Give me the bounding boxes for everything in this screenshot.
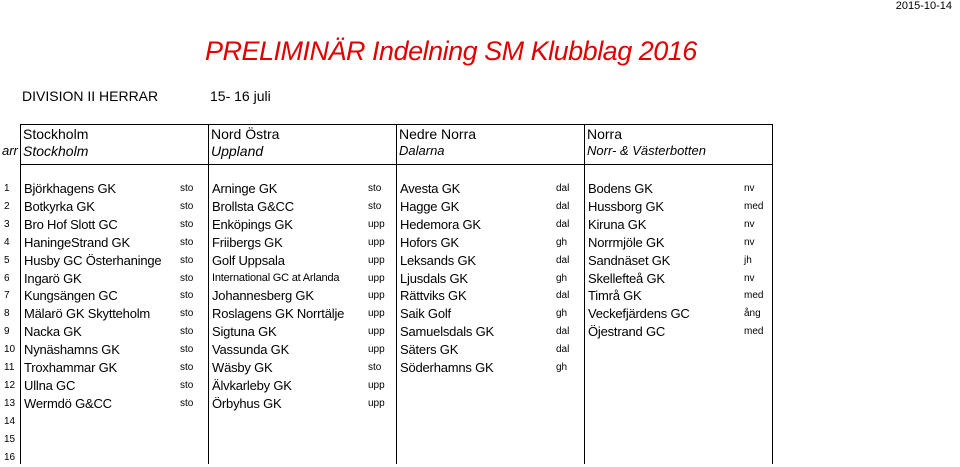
group-name: Nord Östra <box>211 126 280 142</box>
row-number: 2 <box>4 200 10 212</box>
table-row <box>0 323 960 341</box>
club-name: Ingarö GK <box>24 270 82 286</box>
group-arranger: Norr- & Västerbotten <box>587 143 706 158</box>
club-name: Vassunda GK <box>212 342 290 358</box>
club-name: Sigtuna GK <box>212 324 277 340</box>
district-code: sto <box>180 362 194 373</box>
district-code: dal <box>556 218 570 230</box>
table-row <box>0 234 960 252</box>
group-name: Nedre Norra <box>399 126 477 142</box>
district-code: dal <box>556 326 570 338</box>
club-name: Timrå GK <box>588 288 642 304</box>
district-code: sto <box>180 254 194 266</box>
district-code: upp <box>368 272 385 284</box>
header-border <box>20 164 773 165</box>
club-name: Husby GC Österhaninge <box>24 252 162 268</box>
district-code: sto <box>368 200 382 212</box>
club-name: Sandnäset GK <box>588 252 671 268</box>
district-code: sto <box>180 326 194 338</box>
club-name: Nacka GK <box>24 324 82 340</box>
club-name: Hussborg GK <box>588 198 664 214</box>
district-code: nv <box>744 272 755 284</box>
table-row <box>0 216 960 234</box>
district-code: dal <box>556 290 570 302</box>
club-name: Roslagens GK Norrtälje <box>212 306 345 322</box>
row-number: 9 <box>4 326 10 338</box>
row-number: 7 <box>4 290 10 302</box>
district-code: upp <box>368 379 385 391</box>
group-table <box>0 124 960 464</box>
district-code: upp <box>368 254 385 266</box>
district-code: upp <box>368 236 385 248</box>
header-border <box>20 124 773 125</box>
club-name: Hagge GK <box>400 198 460 214</box>
district-code: upp <box>368 218 385 230</box>
club-name: Johannesberg GK <box>212 288 314 304</box>
district-code: dal <box>556 254 570 266</box>
club-name: Björkhagens GK <box>24 181 116 196</box>
district-code: sto <box>368 183 382 194</box>
division-label: DIVISION II HERRAR <box>22 88 159 104</box>
club-name: Saik Golf <box>400 306 451 322</box>
group-arranger: Stockholm <box>23 143 89 159</box>
club-name: Avesta GK <box>400 181 461 196</box>
document-title: PRELIMINÄR Indelning SM Klubblag 2016 <box>205 36 697 66</box>
club-name: HaningeStrand GK <box>24 234 130 250</box>
table-row <box>0 395 960 413</box>
district-code: sto <box>368 362 382 373</box>
club-name: Nynäshamns GK <box>24 342 120 358</box>
district-code: nv <box>744 236 755 248</box>
table-row <box>0 341 960 359</box>
district-code: dal <box>556 183 570 194</box>
row-number: 16 <box>4 451 16 463</box>
club-name: Samuelsdals GK <box>400 324 495 340</box>
district-code: nv <box>744 183 755 194</box>
table-row <box>0 252 960 270</box>
table-row <box>0 359 960 377</box>
district-code: sto <box>180 379 194 391</box>
club-name: International GC at Arlanda <box>212 271 340 284</box>
table-row <box>0 180 960 198</box>
club-name: Söderhamns GK <box>400 360 494 375</box>
district-code: upp <box>368 290 385 302</box>
district-code: med <box>744 326 764 338</box>
club-name: Veckefjärdens GC <box>588 306 690 322</box>
club-name: Enköpings GK <box>212 216 293 232</box>
group-name: Stockholm <box>23 126 89 142</box>
club-name: Wäsby GK <box>212 360 273 375</box>
table-row <box>0 287 960 305</box>
row-number: 6 <box>4 272 10 284</box>
table-row <box>0 377 960 395</box>
district-code: sto <box>180 397 194 409</box>
club-name: Ljusdals GK <box>400 270 468 286</box>
club-name: Arninge GK <box>212 181 278 196</box>
club-name: Brollsta G&CC <box>212 198 294 214</box>
row-number: 11 <box>4 362 15 373</box>
table-row <box>0 305 960 323</box>
district-code: gh <box>556 308 568 320</box>
event-dates: 15- 16 juli <box>210 88 271 104</box>
document-date: 2015-10-14 <box>895 0 952 12</box>
district-code: upp <box>368 326 385 338</box>
district-code: gh <box>556 272 568 284</box>
table-row <box>0 198 960 216</box>
group-arranger: Uppland <box>211 143 264 159</box>
district-code: sto <box>180 272 194 284</box>
club-name: Friibergs GK <box>212 234 283 250</box>
row-number: 14 <box>4 415 16 427</box>
club-name: Öjestrand GC <box>588 324 666 340</box>
club-name: Troxhammar GK <box>24 360 117 375</box>
club-name: Skellefteå GK <box>588 270 665 286</box>
district-code: upp <box>368 308 385 320</box>
table-row <box>0 431 960 449</box>
row-number: 8 <box>4 308 10 320</box>
district-code: gh <box>556 362 568 373</box>
district-code: dal <box>556 200 570 212</box>
district-code: sto <box>180 236 194 248</box>
district-code: upp <box>368 397 385 409</box>
district-code: sto <box>180 200 194 212</box>
club-name: Golf Uppsala <box>212 252 285 268</box>
district-code: sto <box>180 344 194 356</box>
row-number: 4 <box>4 236 10 248</box>
club-name: Bodens GK <box>588 181 653 196</box>
district-code: jh <box>744 254 752 266</box>
table-row <box>0 413 960 431</box>
district-code: upp <box>368 344 385 356</box>
club-name: Mälarö GK Skytteholm <box>24 306 151 322</box>
district-code: ång <box>744 308 761 320</box>
row-number: 12 <box>4 379 16 391</box>
club-name: Älvkarleby GK <box>212 377 292 393</box>
club-name: Rättviks GK <box>400 288 467 304</box>
row-number: 15 <box>4 433 16 445</box>
row-number: 1 <box>4 183 10 194</box>
table-row <box>0 270 960 288</box>
club-name: Kiruna GK <box>588 216 647 232</box>
group-arranger: Dalarna <box>399 143 445 158</box>
club-name: Ullna GC <box>24 377 76 393</box>
row-number: 10 <box>4 344 16 356</box>
club-name: Botkyrka GK <box>24 198 95 214</box>
district-code: gh <box>556 236 568 248</box>
club-name: Kungsängen GC <box>24 288 118 304</box>
club-name: Hofors GK <box>400 234 459 250</box>
arr-label: arr <box>2 143 18 158</box>
group-name: Norra <box>587 126 623 142</box>
district-code: sto <box>180 218 194 230</box>
club-name: Leksands GK <box>400 252 476 268</box>
district-code: med <box>744 290 764 302</box>
district-code: nv <box>744 218 755 230</box>
club-name: Säters GK <box>400 342 459 358</box>
club-name: Örbyhus GK <box>212 395 282 411</box>
club-name: Wermdö G&CC <box>24 395 112 411</box>
district-code: sto <box>180 183 194 194</box>
district-code: dal <box>556 344 570 356</box>
club-name: Hedemora GK <box>400 216 481 232</box>
row-number: 3 <box>4 218 10 230</box>
row-number: 13 <box>4 397 16 409</box>
row-number: 5 <box>4 254 10 266</box>
district-code: med <box>744 200 764 212</box>
club-name: Norrmjöle GK <box>588 234 665 250</box>
district-code: sto <box>180 290 194 302</box>
club-name: Bro Hof Slott GC <box>24 216 118 232</box>
district-code: sto <box>180 308 194 320</box>
